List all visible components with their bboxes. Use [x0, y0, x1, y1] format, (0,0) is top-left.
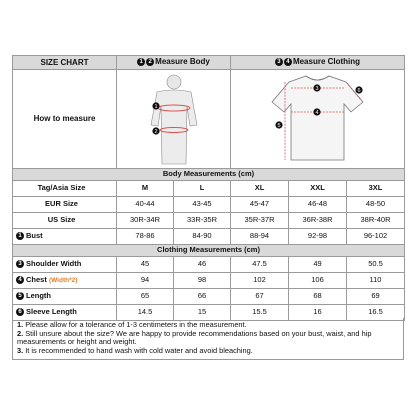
table-row: 4 Chest (Width*2) 94 98 102 106 110 — [13, 272, 405, 288]
col-header-m: M — [117, 180, 174, 196]
note-2: 2. Still unsure about the size? We are happy to provide recommendations based on your bust, waist, and hip measurements or height and weight. — [17, 328, 372, 347]
body-figure — [117, 70, 231, 166]
size-chart — [12, 55, 404, 357]
col-header-tag: Tag/Asia Size — [13, 180, 117, 196]
measure-body-header: 1 2 Measure Body — [117, 56, 231, 70]
table-row: EUR Size 40-44 43-45 45-47 46-48 48-50 — [13, 196, 405, 212]
body-measurements-title: Body Measurements (cm) — [13, 168, 405, 180]
col-header-xl: XL — [231, 180, 289, 196]
table-row: 3 Shoulder Width 45 46 47.5 49 50.5 — [13, 256, 405, 272]
col-header-l: L — [174, 180, 231, 196]
svg-text:5: 5 — [277, 123, 281, 130]
col-header-xxl: XXL — [289, 180, 347, 196]
clothing-measurements-title: Clothing Measurements (cm) — [13, 244, 405, 256]
svg-text:4: 4 — [315, 110, 319, 117]
shirt-figure-cell — [231, 70, 405, 169]
body-figure-cell — [117, 70, 231, 169]
badge-1: 1 — [137, 58, 145, 66]
note-1: 1. Please allow for a tolerance of 1-3 centimeters in the measurement. — [17, 320, 247, 329]
svg-text:6: 6 — [357, 88, 361, 95]
badge-2: 2 — [146, 58, 154, 66]
badge-4: 4 — [284, 58, 292, 66]
table-row: 1 Bust 78-86 84-90 88-94 92-98 96-102 — [13, 228, 405, 244]
svg-text:3: 3 — [315, 86, 319, 93]
how-to-measure-label: How to measure — [13, 70, 117, 169]
svg-text:2: 2 — [154, 129, 158, 136]
table-row: US Size 30R-34R 33R-35R 35R-37R 36R-38R 38R-40R — [13, 212, 405, 228]
table-row: 6 Sleeve Length 14.5 15 15.5 16 16.5 — [13, 304, 405, 320]
size-chart-title: SIZE CHART — [13, 56, 117, 70]
svg-text:1: 1 — [154, 104, 158, 111]
measure-clothing-header: 3 4 Measure Clothing — [231, 56, 405, 70]
notes-box — [12, 318, 404, 360]
table-row: 5 Length 65 66 67 68 69 — [13, 288, 405, 304]
badge-3: 3 — [275, 58, 283, 66]
col-header-3xl: 3XL — [347, 180, 405, 196]
size-chart-table — [12, 55, 405, 321]
note-3: 3. It is recommended to hand wash with cold water and avoid bleaching. — [17, 345, 253, 355]
shirt-figure — [231, 70, 404, 166]
